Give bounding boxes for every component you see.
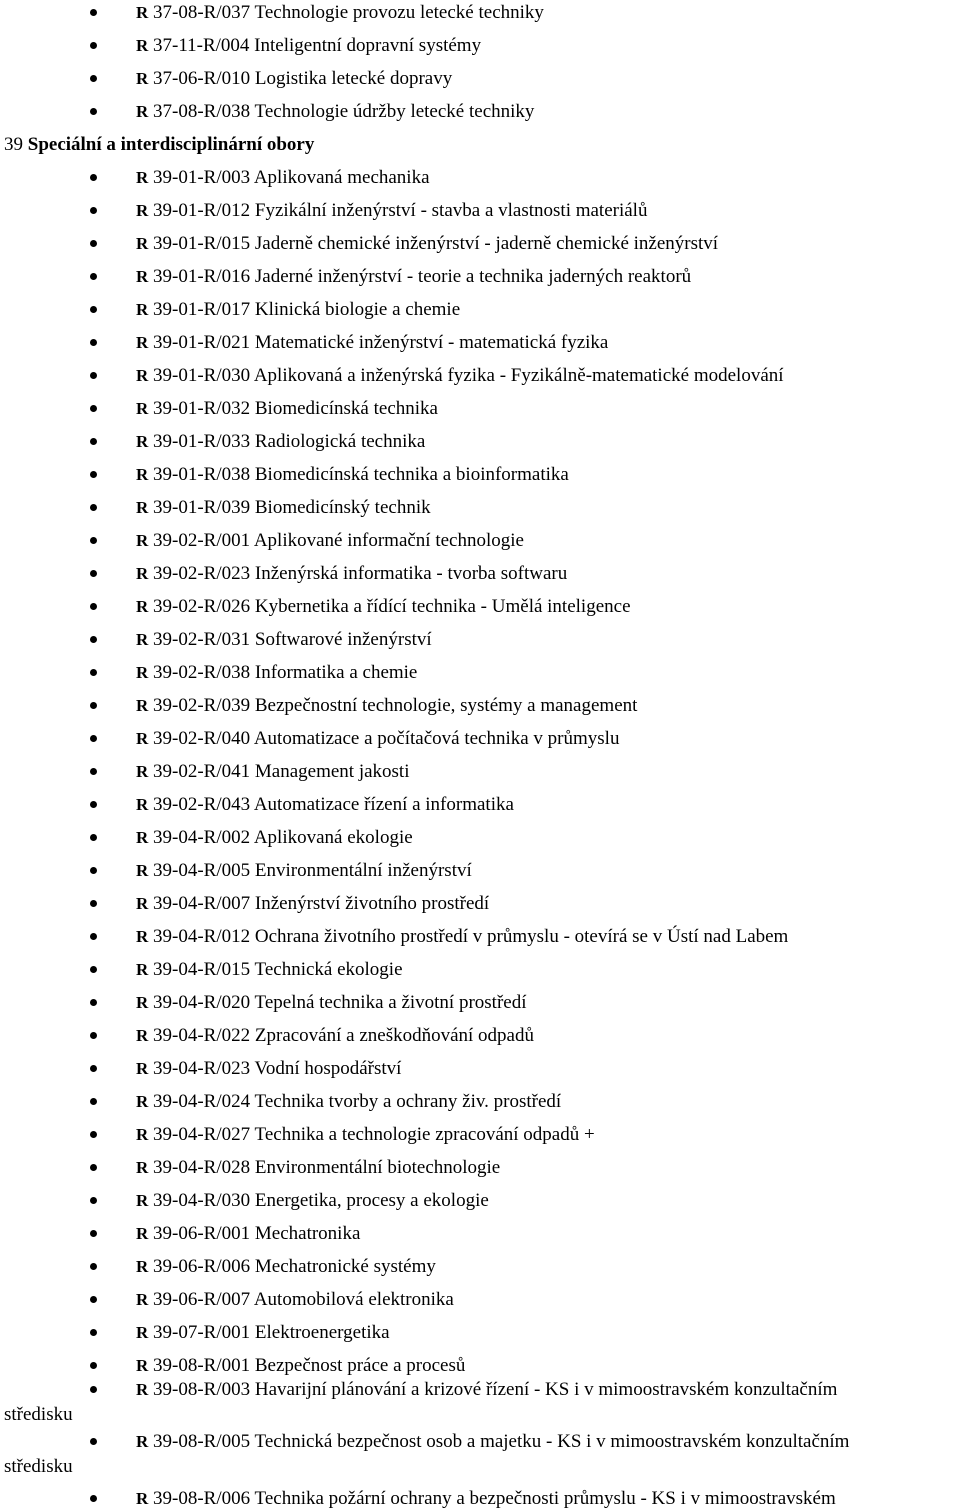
bullet-icon bbox=[90, 504, 97, 511]
item-prefix: R bbox=[136, 1356, 149, 1375]
bullet-icon bbox=[90, 1386, 97, 1393]
item-prefix: R bbox=[136, 861, 149, 880]
item-text: 39-02-R/023 Inženýrská informatika - tvorba softwaru bbox=[153, 563, 568, 584]
item-text: 39-08-R/003 Havarijní plánování a krizové řízení - KS i v mimoostravském konzultačním bbox=[153, 1379, 838, 1400]
item-text: 39-02-R/038 Informatika a chemie bbox=[153, 662, 418, 683]
bullet-icon bbox=[90, 207, 97, 214]
bullet-icon bbox=[90, 1495, 97, 1502]
bullet-icon bbox=[90, 834, 97, 841]
item-text: 39-04-R/002 Aplikovaná ekologie bbox=[153, 827, 413, 848]
item-text: 39-04-R/015 Technická ekologie bbox=[153, 959, 403, 980]
bullet-icon bbox=[90, 1032, 97, 1039]
item-prefix: R bbox=[136, 597, 149, 616]
item-text: 39-02-R/001 Aplikované informační technologie bbox=[153, 530, 524, 551]
item-prefix: R bbox=[136, 3, 149, 22]
bullet-icon bbox=[90, 240, 97, 247]
bullet-icon bbox=[90, 933, 97, 940]
bullet-icon bbox=[90, 999, 97, 1006]
item-text: 39-06-R/006 Mechatronické systémy bbox=[153, 1256, 436, 1277]
item-text: 39-01-R/017 Klinická biologie a chemie bbox=[153, 299, 461, 320]
bullet-icon bbox=[90, 900, 97, 907]
section-title: Speciální a interdisciplinární obory bbox=[27, 134, 315, 155]
item-prefix: R bbox=[136, 498, 149, 517]
item-text: 39-01-R/012 Fyzikální inženýrství - stavba a vlastnosti materiálů bbox=[153, 200, 648, 221]
item-text: 39-01-R/003 Aplikovaná mechanika bbox=[153, 167, 430, 188]
bullet-icon bbox=[90, 966, 97, 973]
bullet-icon bbox=[90, 537, 97, 544]
item-prefix: R bbox=[136, 762, 149, 781]
item-text: 39-04-R/012 Ochrana životního prostředí v průmyslu - otevírá se v Ústí nad Labem bbox=[153, 926, 789, 947]
item-prefix: R bbox=[136, 729, 149, 748]
item-text: 39-01-R/021 Matematické inženýrství - matematická fyzika bbox=[153, 332, 609, 353]
item-text: 39-01-R/015 Jaderně chemické inženýrství - jaderně chemické inženýrství bbox=[153, 233, 719, 254]
bullet-icon bbox=[90, 1230, 97, 1237]
bullet-icon bbox=[90, 471, 97, 478]
item-prefix: R bbox=[136, 1489, 149, 1508]
item-prefix: R bbox=[136, 399, 149, 418]
bullet-icon bbox=[90, 1362, 97, 1369]
section-heading bbox=[4, 132, 314, 158]
item-text: 39-02-R/040 Automatizace a počítačová technika v průmyslu bbox=[153, 728, 620, 749]
item-prefix: R bbox=[136, 333, 149, 352]
item-prefix: R bbox=[136, 894, 149, 913]
item-text: 39-04-R/024 Technika tvorby a ochrany živ. prostředí bbox=[153, 1091, 562, 1112]
item-prefix: R bbox=[136, 1125, 149, 1144]
bullet-icon bbox=[90, 1164, 97, 1171]
item-text: 39-04-R/005 Environmentální inženýrství bbox=[153, 860, 472, 881]
item-text: 39-02-R/039 Bezpečnostní technologie, systémy a management bbox=[153, 695, 638, 716]
item-prefix: R bbox=[136, 69, 149, 88]
item-prefix: R bbox=[136, 1158, 149, 1177]
item-text: 39-02-R/043 Automatizace řízení a informatika bbox=[153, 794, 514, 815]
item-prefix: R bbox=[136, 1191, 149, 1210]
item-text: 39-06-R/007 Automobilová elektronika bbox=[153, 1289, 454, 1310]
item-prefix: R bbox=[136, 201, 149, 220]
bullet-icon bbox=[90, 108, 97, 115]
item-prefix: R bbox=[136, 1323, 149, 1342]
bullet-icon bbox=[90, 801, 97, 808]
item-text: 39-07-R/001 Elektroenergetika bbox=[153, 1322, 390, 1343]
item-text: 37-08-R/037 Technologie provozu letecké techniky bbox=[153, 2, 544, 23]
item-prefix: R bbox=[136, 234, 149, 253]
bullet-icon bbox=[90, 1263, 97, 1270]
item-prefix: R bbox=[136, 465, 149, 484]
item-prefix: R bbox=[136, 564, 149, 583]
item-text: 39-08-R/001 Bezpečnost práce a procesů bbox=[153, 1355, 466, 1376]
bullet-icon bbox=[90, 768, 97, 775]
bullet-icon bbox=[90, 75, 97, 82]
bullet-icon bbox=[90, 306, 97, 313]
bullet-icon bbox=[90, 1197, 97, 1204]
item-text: 39-04-R/023 Vodní hospodářství bbox=[153, 1058, 402, 1079]
item-text: 39-04-R/020 Tepelná technika a životní prostředí bbox=[153, 992, 527, 1013]
item-prefix: R bbox=[136, 531, 149, 550]
item-prefix: R bbox=[136, 366, 149, 385]
bullet-icon bbox=[90, 273, 97, 280]
bullet-icon bbox=[90, 372, 97, 379]
item-text: 39-04-R/027 Technika a technologie zpracování odpadů + bbox=[153, 1124, 595, 1145]
item-text: 39-06-R/001 Mechatronika bbox=[153, 1223, 361, 1244]
item-text: 37-11-R/004 Inteligentní dopravní systémy bbox=[153, 35, 482, 56]
item-prefix: R bbox=[136, 1380, 149, 1399]
bullet-icon bbox=[90, 339, 97, 346]
item-prefix: R bbox=[136, 696, 149, 715]
item-text: 39-08-R/006 Technika požární ochrany a bezpečnosti průmyslu - KS i v mimoostravském bbox=[153, 1488, 836, 1509]
item-text: 39-01-R/030 Aplikovaná a inženýrská fyzika - Fyzikálně-matematické modelování bbox=[153, 365, 784, 386]
item-prefix: R bbox=[136, 432, 149, 451]
item-continuation: středisku bbox=[4, 1456, 73, 1477]
item-prefix: R bbox=[136, 1290, 149, 1309]
item-prefix: R bbox=[136, 1432, 149, 1451]
item-prefix: R bbox=[136, 1257, 149, 1276]
item-text: 37-06-R/010 Logistika letecké dopravy bbox=[153, 68, 453, 89]
item-text: 39-01-R/016 Jaderné inženýrství - teorie a technika jaderných reaktorů bbox=[153, 266, 692, 287]
bullet-icon bbox=[90, 570, 97, 577]
item-prefix: R bbox=[136, 300, 149, 319]
bullet-icon bbox=[90, 42, 97, 49]
item-text: 39-04-R/007 Inženýrství životního prostředí bbox=[153, 893, 490, 914]
item-prefix: R bbox=[136, 795, 149, 814]
item-text: 39-01-R/032 Biomedicínská technika bbox=[153, 398, 438, 419]
item-text: 39-01-R/038 Biomedicínská technika a bioinformatika bbox=[153, 464, 569, 485]
bullet-icon bbox=[90, 1296, 97, 1303]
bullet-icon bbox=[90, 636, 97, 643]
section-number: 39 bbox=[4, 134, 23, 155]
item-prefix: R bbox=[136, 927, 149, 946]
bullet-icon bbox=[90, 1098, 97, 1105]
bullet-icon bbox=[90, 603, 97, 610]
item-prefix: R bbox=[136, 630, 149, 649]
item-text: 39-08-R/005 Technická bezpečnost osob a majetku - KS i v mimoostravském konzultačním bbox=[153, 1431, 850, 1452]
item-text: 39-02-R/026 Kybernetika a řídící technika - Umělá inteligence bbox=[153, 596, 631, 617]
item-text: 39-02-R/041 Management jakosti bbox=[153, 761, 410, 782]
item-text: 37-08-R/038 Technologie údržby letecké techniky bbox=[153, 101, 535, 122]
bullet-icon bbox=[90, 669, 97, 676]
item-text: 39-04-R/022 Zpracování a zneškodňování odpadů bbox=[153, 1025, 534, 1046]
item-text: 39-01-R/039 Biomedicínský technik bbox=[153, 497, 431, 518]
bullet-icon bbox=[90, 1438, 97, 1445]
item-prefix: R bbox=[136, 168, 149, 187]
item-prefix: R bbox=[136, 1092, 149, 1111]
item-prefix: R bbox=[136, 1059, 149, 1078]
item-prefix: R bbox=[136, 36, 149, 55]
bullet-icon bbox=[90, 405, 97, 412]
item-prefix: R bbox=[136, 828, 149, 847]
bullet-icon bbox=[90, 702, 97, 709]
item-prefix: R bbox=[136, 1224, 149, 1243]
item-prefix: R bbox=[136, 960, 149, 979]
item-continuation: středisku bbox=[4, 1404, 73, 1425]
bullet-icon bbox=[90, 1329, 97, 1336]
item-prefix: R bbox=[136, 663, 149, 682]
item-prefix: R bbox=[136, 267, 149, 286]
item-text: 39-02-R/031 Softwarové inženýrství bbox=[153, 629, 432, 650]
item-text: 39-04-R/028 Environmentální biotechnologie bbox=[153, 1157, 501, 1178]
bullet-icon bbox=[90, 174, 97, 181]
bullet-icon bbox=[90, 867, 97, 874]
item-prefix: R bbox=[136, 1026, 149, 1045]
bullet-icon bbox=[90, 438, 97, 445]
item-prefix: R bbox=[136, 993, 149, 1012]
bullet-icon bbox=[90, 9, 97, 16]
item-prefix: R bbox=[136, 102, 149, 121]
bullet-icon bbox=[90, 735, 97, 742]
bullet-icon bbox=[90, 1131, 97, 1138]
item-text: 39-01-R/033 Radiologická technika bbox=[153, 431, 426, 452]
bullet-icon bbox=[90, 1065, 97, 1072]
item-text: 39-04-R/030 Energetika, procesy a ekologie bbox=[153, 1190, 489, 1211]
